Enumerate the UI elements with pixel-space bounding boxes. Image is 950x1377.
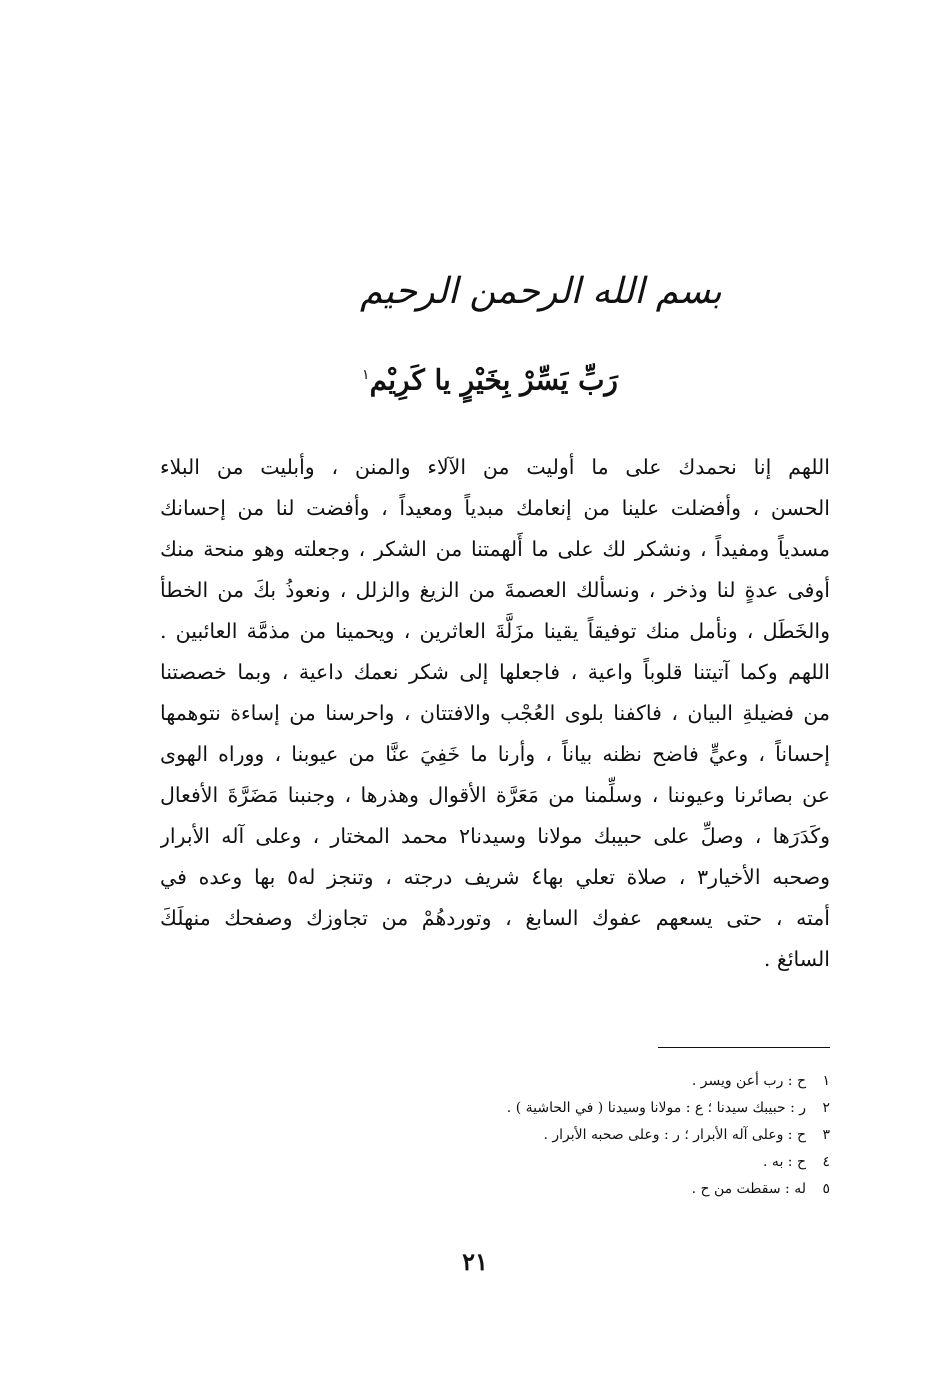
footnote-marker: ١ — [362, 367, 370, 383]
text-line: مسدياً ومفيداً ، ونشكر لك على ما أَلهمتنا من الشكر ، وجعلته وهو منحة منك — [160, 537, 830, 561]
footnote-number: ٥ — [822, 1181, 830, 1197]
footnote-text: ح : به . — [763, 1154, 806, 1170]
text-line: السائغ . — [763, 947, 830, 971]
text-line: من فضيلةِ البيان ، فاكفنا بلوى العُجْب والافتتان ، واحرسنا من إساءة نتوهمها — [160, 701, 830, 725]
text-line: والخَطَل ، ونأمل منك توفيقاً يقينا مزَلَّةَ العاثرين ، ويحمينا من مذمَّة العائبين . — [160, 619, 830, 643]
body-paragraph — [160, 447, 830, 980]
footnote-item — [330, 1176, 830, 1203]
footnote-text: له : سقطت من ح . — [691, 1181, 806, 1197]
text-line: اللهم إنا نحمدك على ما أوليت من الآلاء والمنن ، وأبليت من البلاء — [160, 455, 830, 479]
page-number: ٢١ — [462, 1247, 488, 1276]
footnote-separator — [658, 1047, 830, 1048]
footnotes — [330, 1068, 830, 1203]
invocation-text: رَبِّ يَسِّرْ بِخَيْرٍ يا كَرِيْم — [369, 363, 618, 397]
footnote-text: ر : حبيبك سيدنا ؛ ع : مولانا وسيدنا ( في الحاشية ) . — [506, 1100, 806, 1116]
text-line: الحسن ، وأفضلت علينا من إنعامك مبدياً ومعيداً ، وأفضت لنا من إحسانك — [160, 496, 830, 520]
footnote-number: ٣ — [822, 1127, 830, 1143]
footnote-item — [330, 1122, 830, 1149]
footnote-item — [330, 1068, 830, 1095]
invocation-heading — [330, 350, 650, 405]
footnote-item — [330, 1095, 830, 1122]
footnote-item — [330, 1149, 830, 1176]
text-line: عن بصائرنا وعيوننا ، وسلِّمنا من مَعَرَّة الأقوال وهذرها ، وجنبنا مَضَرَّةَ الأفعال — [160, 783, 830, 807]
text-line: اللهم وكما آتيتنا قلوباً واعية ، فاجعلها إلى شكر نعمك داعية ، وبما خصصتنا — [160, 660, 830, 684]
footnote-number: ١ — [822, 1073, 830, 1089]
text-line: وصحبه الأخيار٣ ، صلاة تعلي بها٤ شريف درجته ، وتنجز له٥ بها وعده في — [160, 865, 830, 889]
basmala-calligraphy: بسم الله الرحمن الرحيم — [360, 271, 722, 312]
text-line: أمته ، حتى يسعهم عفوك السابغ ، وتوردهُمْ من تجاوزك وصفحك منهلَكَ — [160, 906, 830, 930]
footnote-text: ح : وعلى آله الأبرار ؛ ر : وعلى صحبه الأبرار . — [543, 1127, 806, 1143]
footnote-number: ٢ — [822, 1100, 830, 1116]
text-line: أوفى عدةٍ لنا وذخر ، ونسألك العصمةَ من الزيغ والزلل ، ونعوذُ بكَ من الخطأ — [160, 578, 830, 602]
text-line: وكَدَرَها ، وصلِّ على حبيبك مولانا وسيدنا٢ محمد المختار ، وعلى آله الأبرار — [160, 824, 830, 848]
footnote-text: ح : رب أعن ويسر . — [691, 1073, 806, 1089]
footnote-number: ٤ — [822, 1154, 830, 1170]
text-line: إحساناً ، وعيٍّ فاضح نظنه بياناً ، وأرنا ما خَفِيَ عنَّا من عيوبنا ، ووراه الهوى — [160, 742, 830, 766]
